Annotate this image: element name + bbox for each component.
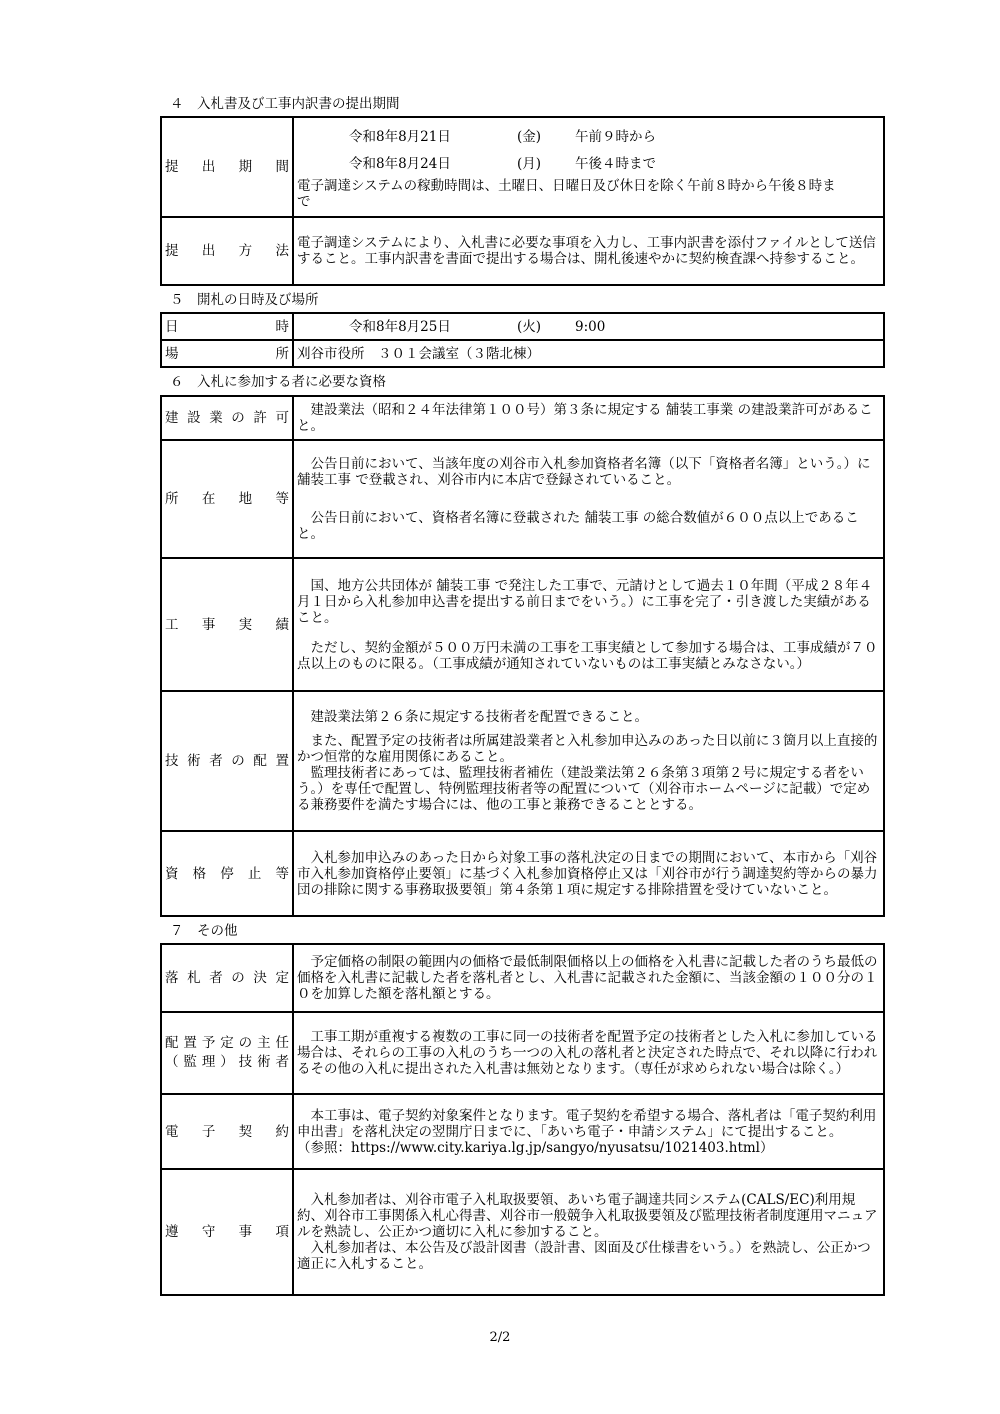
econtract-cell xyxy=(293,1094,884,1169)
comply-p2: 入札参加者は、本公告及び設計図書（設計書、図面及び仕様書をいう。）を熟読し、公正かつ適正に入札すること。 xyxy=(297,1240,871,1272)
section-4-heading: ４ 入札書及び工事内訳書の提出期間 xyxy=(170,96,400,112)
period-cell xyxy=(293,117,884,217)
suspend-label: 資格停止等 xyxy=(161,831,293,916)
opening-date: 令和8年8月25日 xyxy=(349,318,451,335)
method-label: 提出方法 xyxy=(161,217,293,285)
engineer-label: 技術者の配置 xyxy=(161,691,293,831)
period-note: 電子調達システムの稼動時間は、土曜日、日曜日及び休日を除く午前８時から午後８時まで xyxy=(297,178,836,210)
qualification-table xyxy=(160,395,885,917)
method-text: 電子調達システムにより、入札書に必要な事項を入力し、工事内訳書を添付ファイルとして送信すること。工事内訳書を書面で提出する場合は、開札後速やかに契約検査課へ持参すること。 xyxy=(293,217,884,285)
section-5-heading: ５ 開札の日時及び場所 xyxy=(170,292,319,308)
license-text: 建設業法（昭和２４年法律第１００号）第３条に規定する 舗装工事業 の建設業許可があること。 xyxy=(293,396,884,440)
record-label: 工事実績 xyxy=(161,558,293,691)
submission-period-table xyxy=(160,116,885,286)
engineer-cell xyxy=(293,691,884,831)
econtract-text: 本工事は、電子契約対象案件となります。電子契約を希望する場合、落札者は「電子契約利用申出書」を落札決定の翌開庁日までに、「あいち電子・申請システム」にて提出すること。 xyxy=(297,1107,877,1140)
end-date: 令和8年8月24日 xyxy=(349,156,451,172)
location-label: 所在地等 xyxy=(161,440,293,558)
location-cell xyxy=(293,440,884,558)
engineer-p2: また、配置予定の技術者は所属建設業者と入札参加申込みのあった日以前に３箇月以上直接的かつ恒常的な雇用関係にあること。 xyxy=(297,733,878,765)
econtract-label: 電子契約 xyxy=(161,1094,293,1169)
engineer-p1: 建設業法第２６条に規定する技術者を配置できること。 xyxy=(310,709,648,725)
chief-label xyxy=(161,1012,293,1094)
opening-place: 刈谷市役所 ３０１会議室（３階北棟） xyxy=(293,340,884,367)
end-time: 午後４時まで xyxy=(575,156,656,172)
location-p1: 公告日前において、当該年度の刈谷市入札参加資格者名簿（以下「資格者名簿」という。）に 舗装工事 で登載され、刈谷市内に本店で登録されていること。 xyxy=(297,456,871,488)
page-number: 2/2 xyxy=(489,1330,511,1345)
section-7-heading: ７ その他 xyxy=(170,923,238,939)
comply-p1: 入札参加者は、刈谷市電子入札取扱要領、あいち電子調達共同システム(CALS/EC)利用規約、刈谷市工事関係入札心得書、刈谷市一般競争入札取扱要領及び監理技術者制度運用マニュアルを熟読し、公正かつ適切に入札に参加すること。 xyxy=(297,1192,878,1240)
opening-place-label: 場所 xyxy=(161,340,293,367)
start-date: 令和8年8月21日 xyxy=(349,129,451,145)
suspend-text: 入札参加申込みのあった日から対象工事の落札決定の日までの期間において、本市から「刈谷市入札参加資格停止要領」に基づく入札参加資格停止又は「刈谷市が行う調達契約等からの暴力団の排除に関する事務取扱要領」第４条第１項に規定する排除措置を受けていないこと。 xyxy=(293,831,884,916)
license-label: 建設業の許可 xyxy=(161,396,293,440)
opening-day: (火) xyxy=(517,318,542,335)
period-start-row xyxy=(297,124,880,150)
section-6-heading: ６ 入札に参加する者に必要な資格 xyxy=(170,374,386,390)
winner-text: 予定価格の制限の範囲内の価格で最低制限価格以上の価格を入札書に記載した者のうち最低の価格を入札書に記載した者を落札者とし、入札書に記載された金額に、当該金額の１００分の１０を加算した額を落札額とする。 xyxy=(293,944,884,1012)
start-day: (金) xyxy=(517,129,542,145)
econtract-ref: （参照：https://www.city.kariya.lg.jp/sangyo/nyusatsu/1021403.html） xyxy=(297,1139,774,1156)
record-p2: ただし、契約金額が５００万円未満の工事を工事実績として参加する場合は、工事成績が７０点以上のものに限る。（工事成績が通知されていないものは工事実績とみなさない。） xyxy=(297,639,878,672)
end-day: (月) xyxy=(517,156,542,172)
opening-table xyxy=(160,312,885,368)
period-end-row xyxy=(297,150,880,178)
comply-label: 遵守事項 xyxy=(161,1169,293,1295)
chief-label-line2: （監理）技術者 xyxy=(165,1054,289,1070)
start-time: 午前９時から xyxy=(575,129,656,145)
winner-label: 落札者の決定 xyxy=(161,944,293,1012)
engineer-p3: 監理技術者にあっては、監理技術者補佐（建設業法第２６条第３項第２号に規定する者をいう。）を専任で配置し、特例監理技術者等の配置について（刈谷市ホームページに記載）で定める兼務要件を満たす場合には、他の工事と兼務できることとする。 xyxy=(297,765,871,813)
opening-time: 9:00 xyxy=(575,318,606,335)
record-p1: 国、地方公共団体が 舗装工事 で発注した工事で、元請けとして過去１０年間（平成２８年４月１日から入札参加申込書を提出する前日までをいう。）に工事を完了・引き渡した実績があること。 xyxy=(297,577,873,626)
opening-datetime xyxy=(293,313,884,340)
chief-label-line1: 配置予定の主任 xyxy=(165,1035,289,1051)
record-cell xyxy=(293,558,884,691)
comply-cell xyxy=(293,1169,884,1295)
chief-text: 工事工期が重複する複数の工事に同一の技術者を配置予定の技術者とした入札に参加している場合は、それらの工事の入札のうち一つの入札の落札者と決定された時点で、それ以降に行われるその他の入札に提出された入札書は無効となります。（専任が求められない場合は除く。） xyxy=(293,1012,884,1094)
opening-date-label: 日時 xyxy=(161,313,293,340)
location-p2: 公告日前において、資格者名簿に登載された 舗装工事 の総合数値が６００点以上であること。 xyxy=(297,510,859,542)
other-table xyxy=(160,943,885,1296)
period-label: 提出期間 xyxy=(161,117,293,217)
